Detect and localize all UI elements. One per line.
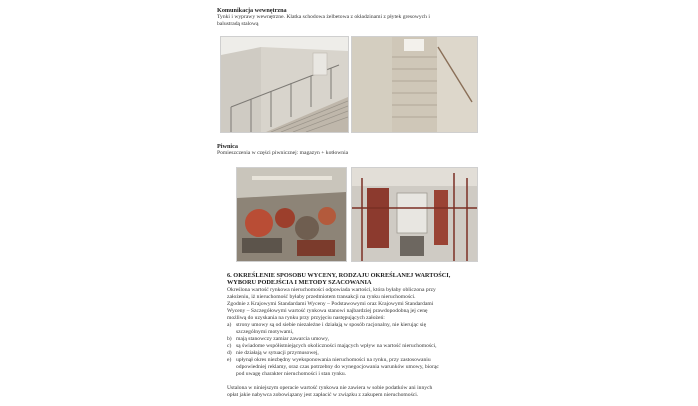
text-line: możliwą do uzyskania na rynku przy przyjęciu następujących założeń: — [227, 315, 385, 321]
list-item-text: odpowiedniej reklamy, oraz czas potrzebny do wynegocjowania warunków umowy, biorąc — [236, 364, 439, 370]
list-marker: d) — [227, 350, 232, 356]
text-line: Zgodnie z Krajowymi Standardami Wyceny – Podstawowymi oraz Krajowymi Standardami — [227, 301, 434, 307]
photo-narrow-staircase — [351, 36, 478, 133]
text-line: balustradą stalową — [217, 21, 259, 27]
list-item — [227, 350, 439, 357]
list-marker: a) — [227, 322, 232, 328]
list-item — [227, 322, 439, 336]
text-line: Pomieszczenia w części piwnicznej: magazyn + kotłownia — [217, 150, 349, 156]
list-item-text: mają stanowczy zamiar zawarcia umowy, — [236, 336, 329, 342]
photo-basement-storage — [236, 167, 347, 262]
list-marker: e) — [227, 357, 232, 363]
list-item-text: szczególnymi motywami, — [236, 329, 294, 335]
list-marker: b) — [227, 336, 232, 342]
text-line: założeniu, iż nieruchomość byłaby przedmiotem transakcji na rynku nieruchomości. — [227, 294, 416, 300]
list-item — [227, 357, 439, 378]
heading-line: 6. OKREŚLENIE SPOSOBU WYCENY, RODZAJU OKREŚLANEJ WARTOŚCI, — [227, 272, 451, 279]
list-item-text: są świadome współistniejących okoliczności mających wpływ na wartość nieruchomości, — [236, 343, 437, 349]
photo-staircase-railing — [220, 36, 349, 133]
assumptions-list — [227, 322, 439, 378]
section-6-heading — [227, 272, 450, 286]
basement-text — [217, 150, 348, 157]
internal-communication-text — [217, 14, 430, 28]
text-line: Wyceny – Szczegółowymi wartość rynkowa stanowi najbardziej prawdopodobną jej cenę — [227, 308, 428, 314]
section-heading-internal-communication: Komunikacja wewnętrzna — [217, 7, 287, 14]
list-item — [227, 336, 439, 343]
heading-line: WYBORU PODEJŚCIA I METODY SZACOWANIA — [227, 279, 372, 286]
list-item-text: pod uwagę charakter nieruchomości i stan rynku. — [236, 371, 347, 377]
text-line: Tynki i wyprawy wewnętrzne. Klatka schodowa żelbetowa z okładzinami z płytek gresowych i — [217, 14, 430, 20]
text-line: Określona wartość rynkowa nieruchomości odpowiada wartości, która byłaby obliczona przy — [227, 287, 436, 293]
photo-boiler-room — [351, 167, 478, 262]
section-6-closing — [227, 385, 432, 399]
section-heading-basement: Piwnica — [217, 143, 238, 150]
list-item-text: strony umowy są od siebie niezależne i działają w sposób racjonalny, nie kierując się — [236, 322, 427, 328]
text-line: opłat jakie nabywca zobowiązany jest zapłacić w związku z zakupem nieruchomości. — [227, 392, 419, 398]
list-item-text: upłynął okres niezbędny wyeksponowania nieruchomości na rynku, przy zastosowaniu — [236, 357, 431, 363]
list-marker: c) — [227, 343, 232, 349]
list-item-text: nie działają w sytuacji przymusowej, — [236, 350, 319, 356]
section-6-intro — [227, 287, 436, 322]
list-item — [227, 343, 439, 350]
text-line: Ustalona w niniejszym operacie wartość rynkowa nie zawiera w sobie podatków ani innych — [227, 385, 433, 391]
